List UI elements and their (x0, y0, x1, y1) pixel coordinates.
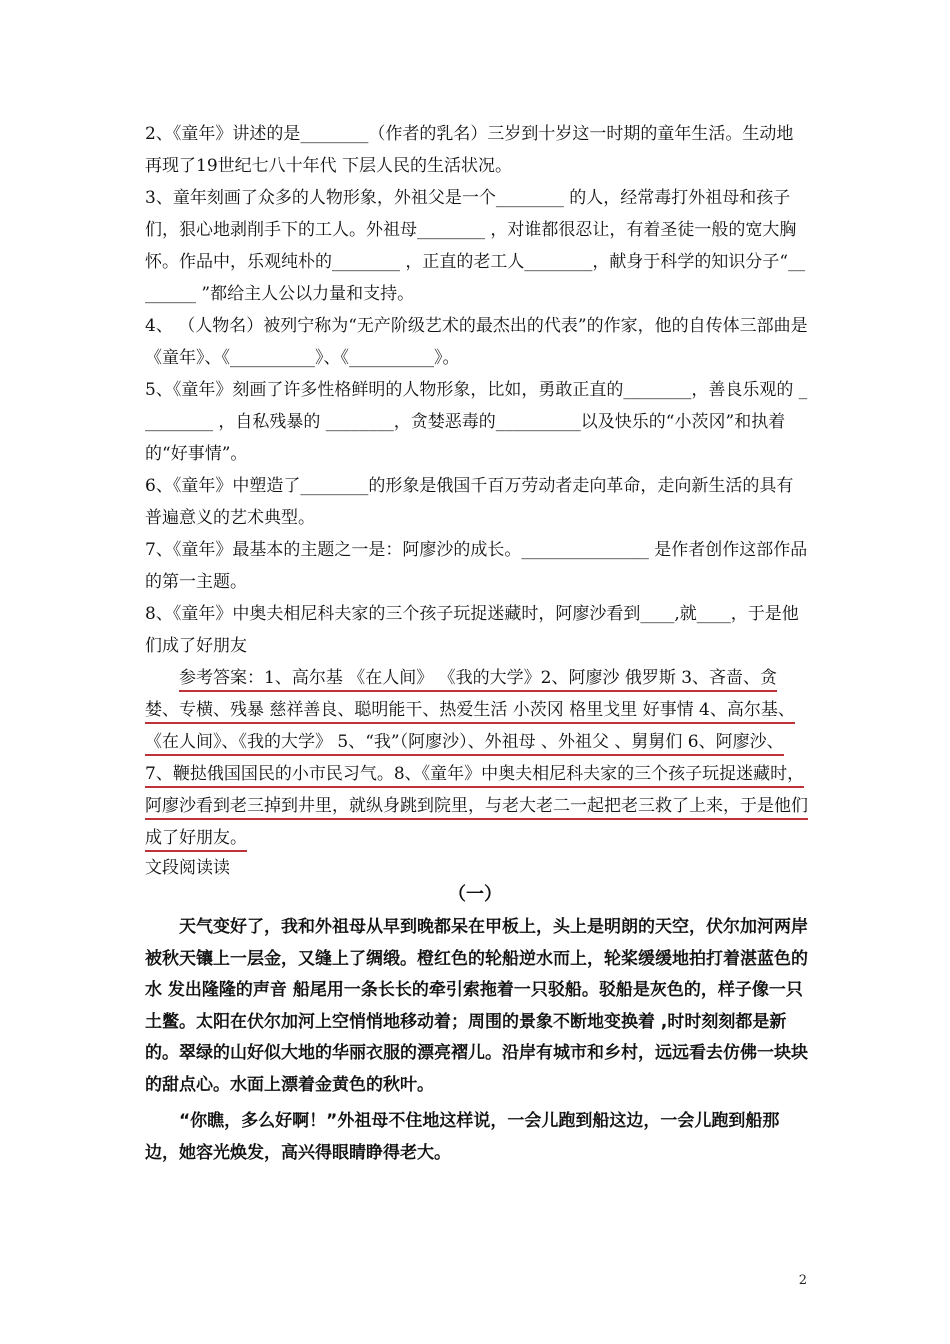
question-8: 8、《童年》中奥夫相尼科夫家的三个孩子玩捉迷藏时，阿廖沙看到____,就____，于是他们成了好朋友 (145, 604, 799, 656)
answer-key (145, 662, 810, 854)
question-3: 3、童年刻画了众多的人物形象，外祖父是一个________ 的人，经常毒打外祖母和孩子们，狠心地剥削手下的工人。外祖母________ ，对谁都很忍让，有着圣徒一般的宽大胸怀。作品中，乐观纯朴的________ ，正直的老工人________，献身于科学的知识分子“________ ”都给主人公以力量和支持。 (145, 188, 806, 304)
answer-key-text: 参考答案：1、高尔基 《在人间》 《我的大学》2、阿廖沙 俄罗斯 3、吝啬、贪婪、专横、残暴 慈祥善良、聪明能干、热爱生活 小茨冈 格里戈里 好事情 4、高尔基、《在人间》、《我的大学》 5、“我”（阿廖沙）、外祖母 、外祖父 、舅舅们 6、阿廖沙、7、鞭挞俄国国民的小市民习气。8、《童年》中奥夫相尼科夫家的三个孩子玩捉迷藏时，阿廖沙看到老三掉到井里，就纵身跳到院里，与老大老二一起把老三救了上来，于是他们成了好朋友。 (145, 668, 808, 852)
question-7: 7、《童年》最基本的主题之一是：阿廖沙的成长。_______________ 是作者创作这部作品的第一主题。 (145, 540, 808, 592)
passage-paragraph-2: “你瞧，多么好啊！”外祖母不住地这样说，一会儿跑到船这边，一会儿跑到船那边，她容光焕发，高兴得眼睛睁得老大。 (145, 1111, 780, 1163)
passage-paragraph-1: 天气变好了，我和外祖母从早到晚都呆在甲板上，头上是明朗的天空，伏尔加河两岸被秋天镶上一层金，又缝上了绸缎。橙红色的轮船逆水而上，轮桨缓缓地拍打着湛蓝色的水 发出隆隆的声音 船尾用一条长长的牵引索拖着一只驳船。驳船是灰色的，样子像一只土鳖。太阳在伏尔加河上空悄悄地移动着；周围的景象不断地变换着 ,时时刻刻都是新的。翠绿的山好似大地的华丽衣服的漂亮褶儿。沿岸有城市和乡村，远远看去仿佛一块块的甜点心。水面上漂着金黄色的秋叶。 (145, 917, 808, 1095)
question-6: 6、《童年》中塑造了________的形象是俄国千百万劳动者走向革命，走向新生活的具有普遍意义的艺术典型。 (145, 476, 794, 528)
section-heading: （一） (448, 884, 502, 905)
page-number: 2 (798, 1273, 807, 1288)
section-label: 文段阅读读 (145, 858, 230, 878)
question-2: 2、《童年》讲述的是________（作者的乳名）三岁到十岁这一时期的童年生活。生动地再现了19世纪七八十年代 下层人民的生活状况。 (145, 124, 794, 176)
question-5: 5、《童年》刻画了许多性格鲜明的人物形象，比如，勇敢正直的________，善良乐观的 _________ ，自私残暴的 ________，贪婪恶毒的__________以及快乐的“小茨冈”和执着的“好事情”。 (145, 380, 808, 464)
question-4: 4、 （人物名）被列宁称为“无产阶级艺术的最杰出的代表”的作家，他的自传体三部曲是《童年》、《__________》、《__________》。 (145, 316, 808, 368)
